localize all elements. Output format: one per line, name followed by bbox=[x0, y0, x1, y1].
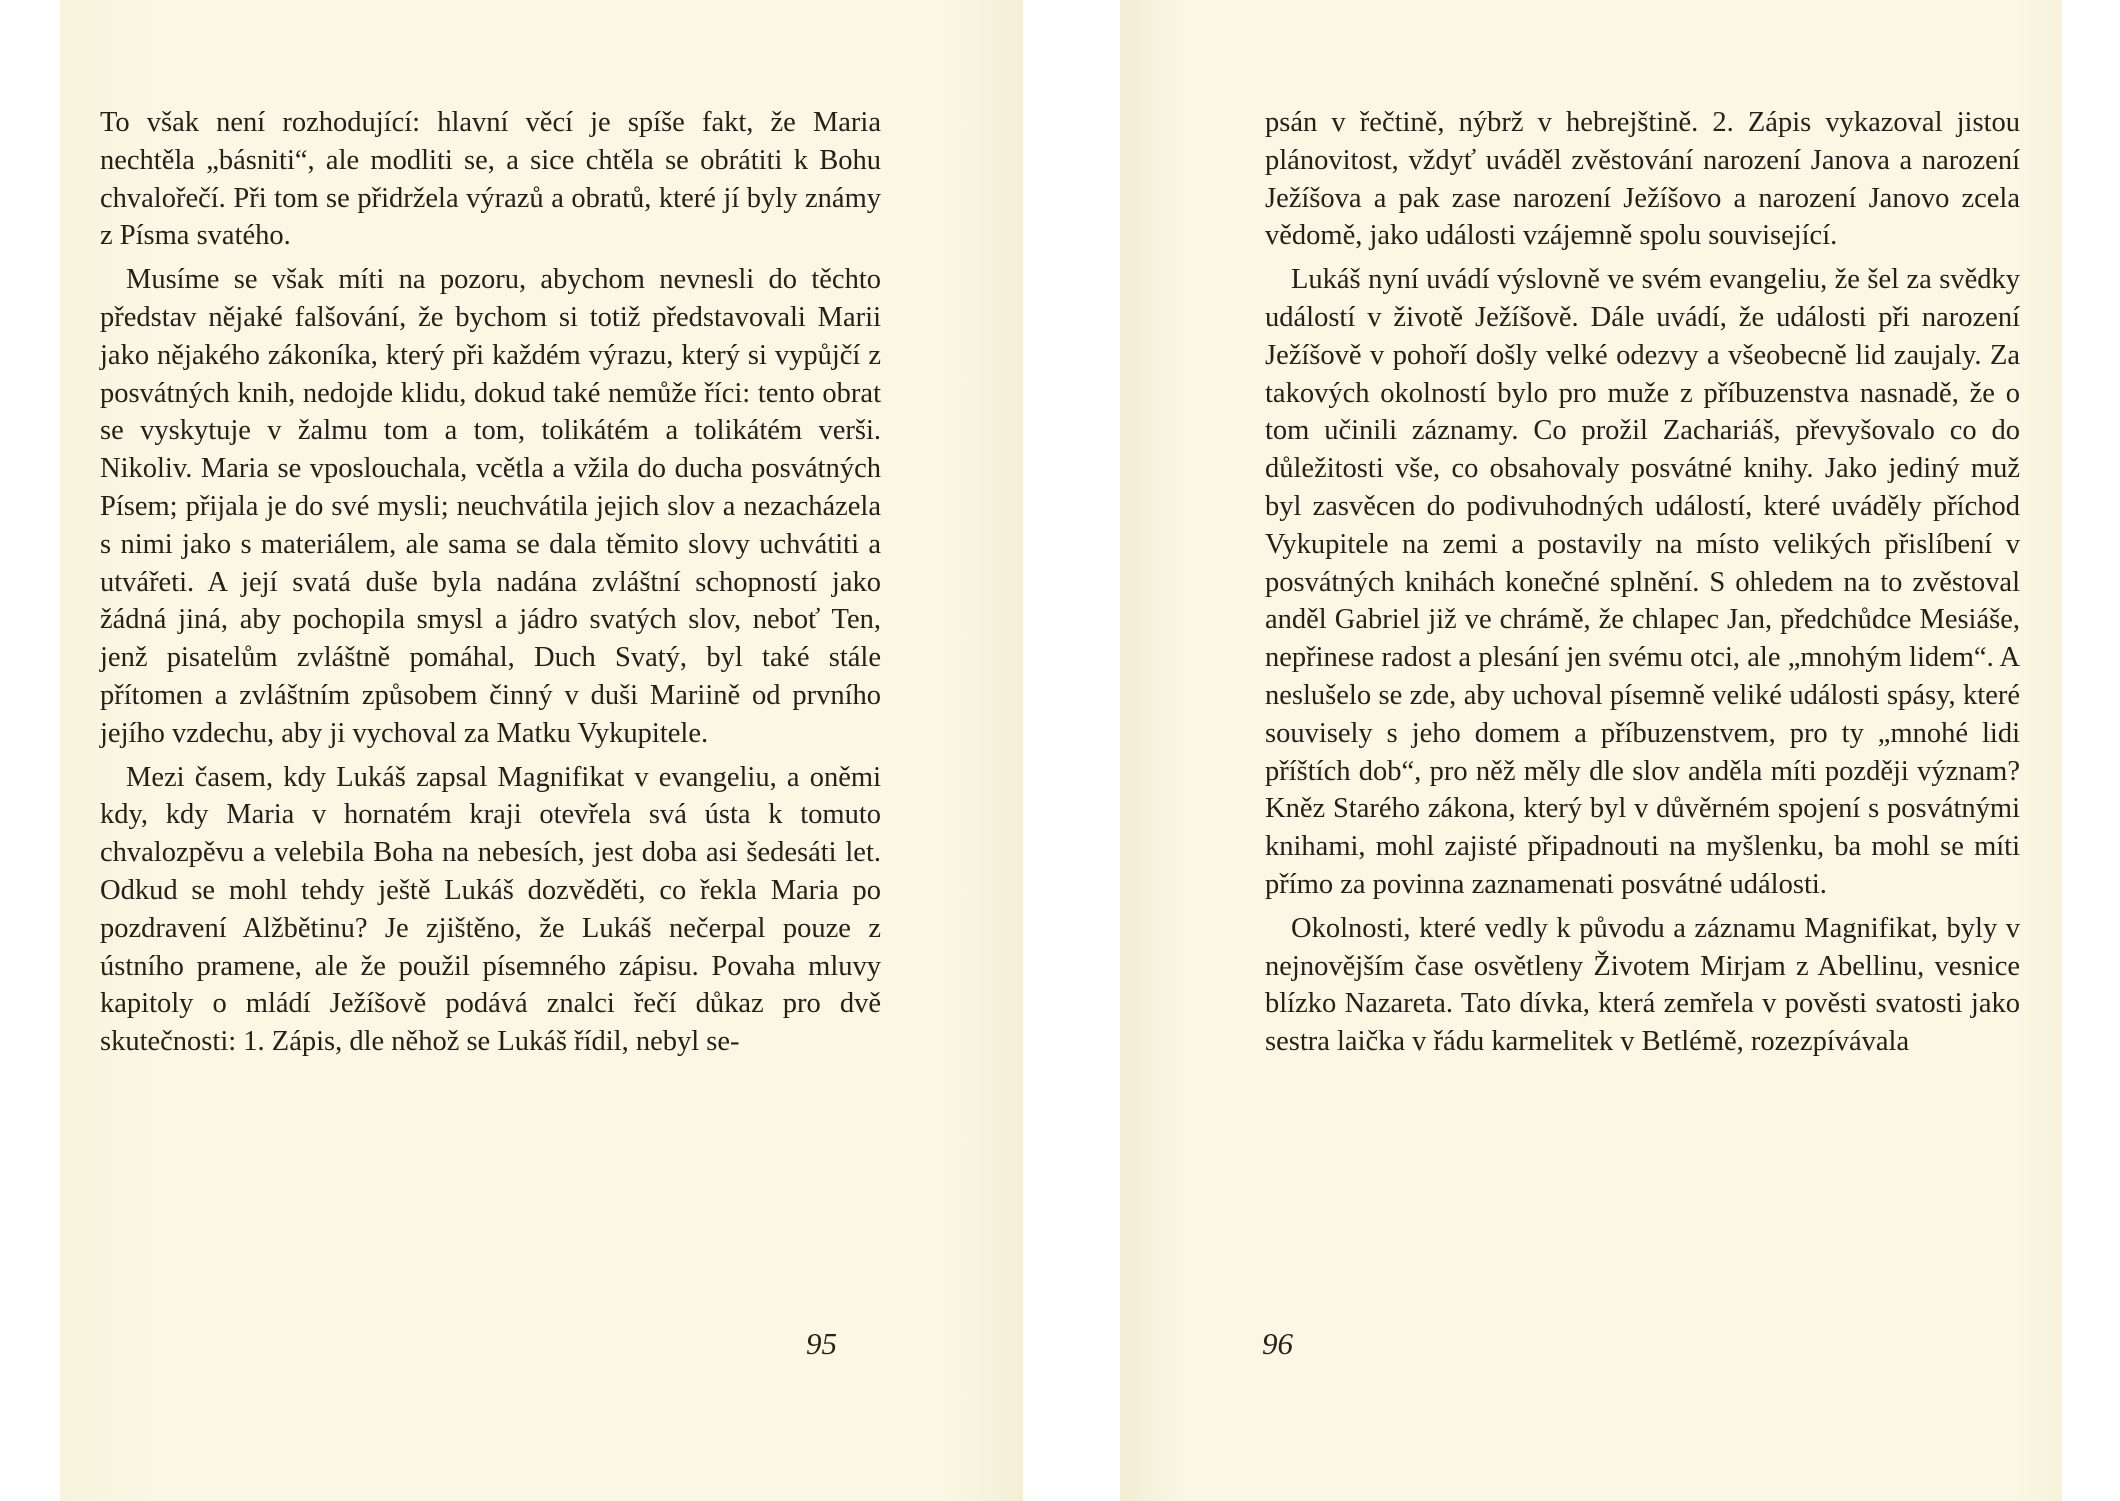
page-number: 96 bbox=[1262, 1326, 1293, 1361]
right-page-text bbox=[1265, 104, 2020, 1067]
left-page-text bbox=[100, 104, 881, 1067]
paragraph: Okolnosti, které vedly k původu a záznamu Magnifikat, byly v nejnovějším čase osvětleny Životem Mirjam z Abellinu, vesnice blízko Nazareta. Tato dívka, která zemřela v pověsti svatosti jako sestra laička v řádu karmelitek v Betlémě, rozezpívávala bbox=[1265, 912, 2020, 1058]
page-number: 95 bbox=[806, 1326, 837, 1361]
paragraph: Mezi časem, kdy Lukáš zapsal Magnifikat v evangeliu, a oněmi kdy, kdy Maria v hornatém kraji otevřela svá ústa k tomuto chvalozpěvu a velebila Boha na nebesích, jest doba asi šedesáti let. Odkud se mohl tehdy ještě Lukáš dozvěděti, co řekla Maria po pozdravení Alžbětinu? Je zjištěno, že Lukáš nečerpal pouze z ústního pramene, ale že použil písemného zápisu. Povaha mluvy kapitoly o mládí Ježíšově podává znalci řečí důkaz pro dvě skutečnosti: 1. Zápis, dle něhož se Lukáš řídil, nebyl se- bbox=[100, 761, 881, 1058]
left-page bbox=[60, 0, 1023, 1501]
paragraph: Musíme se však míti na pozoru, abychom nevnesli do těchto představ nějaké falšování, že bychom si totiž představovali Marii jako nějakého zákoníka, který při každém výrazu, který si vypůjčí z posvátných knih, nedojde klidu, dokud také nemůže říci: tento obrat se vyskytuje v žalmu tom a tom, tolikátém a tolikátém verši. Nikoliv. Maria se vposlouchala, vcětla a vžila do ducha posvátných Písem; přijala je do své mysli; neuchvátila jejich slov a nezacházela s nimi jako s materiálem, ale sama se dala těmito slovy uchvátiti a utvářeti. A její svatá duše byla nadána zvláštní schopností jako žádná jiná, aby pochopila smysl a jádro svatých slov, neboť Ten, jenž pisatelům zvláštně pomáhal, Duch Svatý, byl také stále přítomen a zvláštním způsobem činný v duši Mariině od prvního jejího vzdechu, aby ji vychoval za Matku Vykupitele. bbox=[100, 264, 881, 749]
paragraph: Lukáš nyní uvádí výslovně ve svém evangeliu, že šel za svědky událostí v životě Ježíšově. Dále uvádí, že události při narození Ježíšově v pohoří došly velké odezvy a všeobecně lid zaujaly. Za takových okolností bylo pro muže z příbuzenstva nasnadě, že o tom učinili záznamy. Co prožil Zachariáš, převyšovalo co do důležitosti vše, co obsahovaly posvátné knihy. Jako jediný muž byl zasvěcen do podivuhodných událostí, které uváděly příchod Vykupitele na zemi a postavily na místo velikých přislíbení v posvátných knihách konečné splnění. S ohledem na to zvěstoval anděl Gabriel již ve chrámě, že chlapec Jan, předchůdce Mesiáše, nepřinese radost a plesání jen svému otci, ale „mnohým lidem“. A neslušelo se zde, aby uchoval písemně veliké události spásy, které souvisely s jeho domem a příbuzenstvem, pro ty „mnohé lidi příštích dob“, pro něž měly dle slov anděla míti později význam? Kněz Starého zákona, který byl v důvěrném spojení s posvátnými knihami, mohl zajisté připadnouti na myšlenku, ba mohl se míti přímo za povinna zaznamenati posvátné události. bbox=[1265, 264, 2020, 900]
paragraph: psán v řečtině, nýbrž v hebrejštině. 2. Zápis vykazoval jistou plánovitost, vždyť uváděl zvěstování narození Janova a narození Ježíšova a pak zase narození Ježíšovo a narození Janovo zcela vědomě, jako události vzájemně spolu související. bbox=[1265, 107, 2020, 252]
paragraph: To však není rozhodující: hlavní věcí je spíše fakt, že Maria nechtěla „básniti“, ale modliti se, a sice chtěla se obrátiti k Bohu chvalořečí. Při tom se přidržela výrazů a obratů, které jí byly známy z Písma svatého. bbox=[100, 107, 881, 252]
right-page bbox=[1120, 0, 2062, 1501]
